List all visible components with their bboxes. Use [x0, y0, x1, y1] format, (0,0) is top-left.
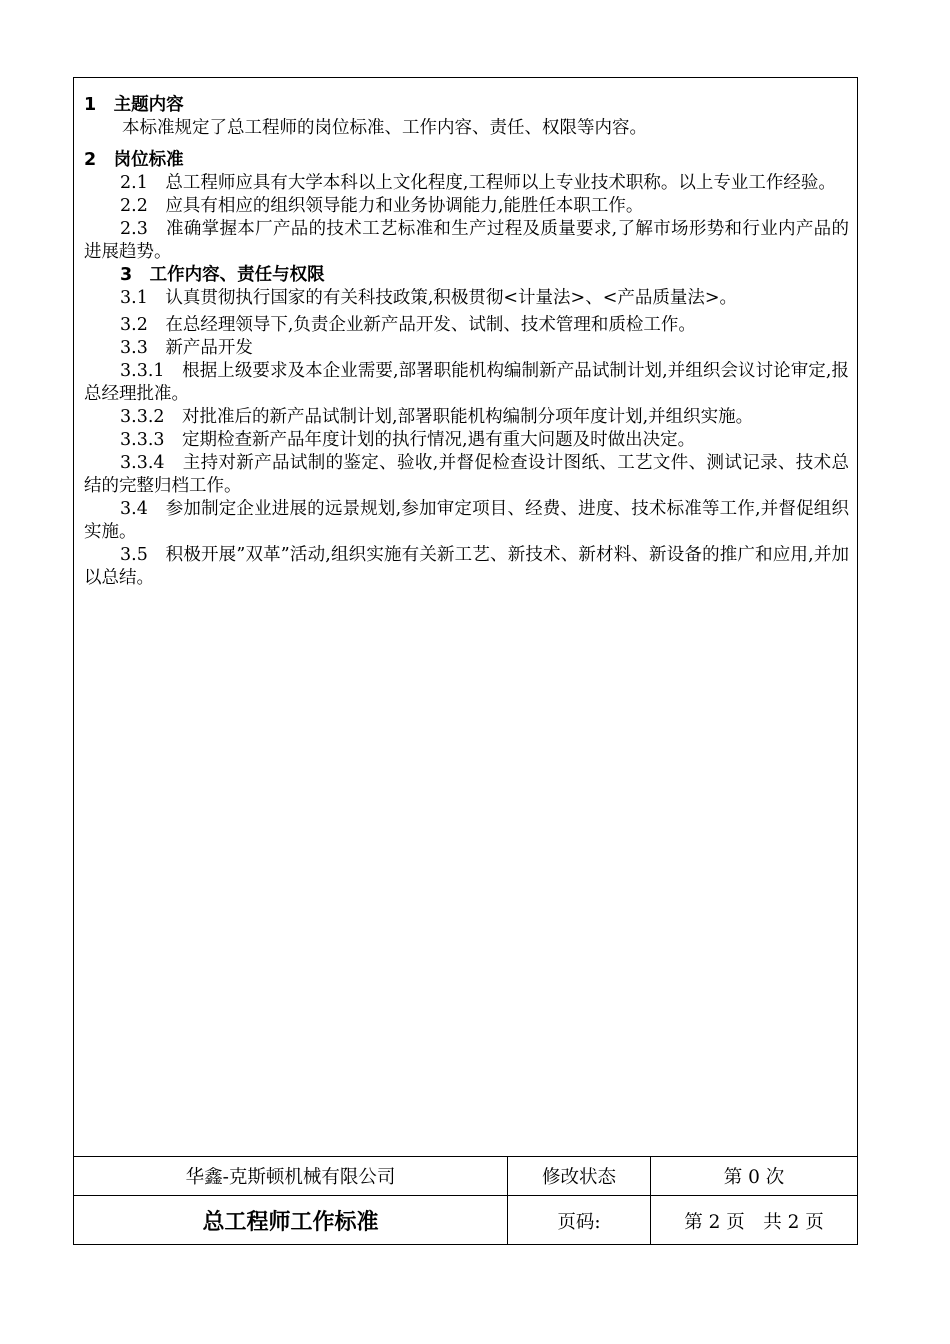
footer-table [74, 1156, 857, 1245]
section-2-heading: 2 岗位标准 [84, 150, 184, 170]
clause-2-3: 2.3 准确掌握本厂产品的技术工艺标准和生产过程及质量要求,了解市场形势和行业内产品的进展趋势。 [84, 219, 849, 262]
section-1-heading: 1 主题内容 [84, 95, 184, 115]
clause-3-3-2: 3.3.2 对批准后的新产品试制计划,部署职能机构编制分项年度计划,并组织实施。 [120, 407, 754, 427]
revision-value: 第 0 次 [723, 1167, 785, 1188]
section-3-heading: 3 工作内容、责任与权限 [120, 265, 325, 285]
revision-label: 修改状态 [541, 1167, 616, 1188]
clause-2-2: 2.2 应具有相应的组织领导能力和业务协调能力,能胜任本职工作。 [120, 196, 644, 216]
document-body [84, 94, 849, 590]
clause-3-4: 3.4 参加制定企业进展的远景规划,参加审定项目、经费、进度、技术标准等工作,并督促组织实施。 [84, 499, 849, 542]
page-number: 第 2 页 共 2 页 [684, 1211, 824, 1233]
clause-3-2: 3.2 在总经理领导下,负责企业新产品开发、试制、技术管理和质检工作。 [120, 315, 696, 335]
clause-3-3: 3.3 新产品开发 [120, 338, 253, 358]
clause-3-3-4: 3.3.4 主持对新产品试制的鉴定、验收,并督促检查设计图纸、工艺文件、测试记录、技术总结的完整归档工作。 [84, 453, 849, 496]
clause-3-5: 3.5 积极开展”双革”活动,组织实施有关新工艺、新技术、新材料、新设备的推广和应用,并加以总结。 [84, 545, 849, 588]
document-frame [73, 77, 858, 1245]
clause-2-1: 2.1 总工程师应具有大学本科以上文化程度,工程师以上专业技术职称。以上专业工作经验。 [120, 173, 836, 193]
document-title: 总工程师工作标准 [202, 1210, 379, 1235]
clause-3-3-1: 3.3.1 根据上级要求及本企业需要,部署职能机构编制新产品试制计划,并组织会议讨论审定,报总经理批准。 [84, 361, 849, 404]
clause-3-3-3: 3.3.3 定期检查新产品年度计划的执行情况,遇有重大问题及时做出决定。 [120, 430, 696, 450]
section-1-paragraph: 本标准规定了总工程师的岗位标准、工作内容、责任、权限等内容。 [122, 118, 647, 138]
company-name: 华鑫-克斯顿机械有限公司 [185, 1167, 396, 1188]
clause-3-1: 3.1 认真贯彻执行国家的有关科技政策,积极贯彻<计量法>、<产品质量法>。 [120, 288, 738, 308]
page-label: 页码: [557, 1211, 601, 1233]
